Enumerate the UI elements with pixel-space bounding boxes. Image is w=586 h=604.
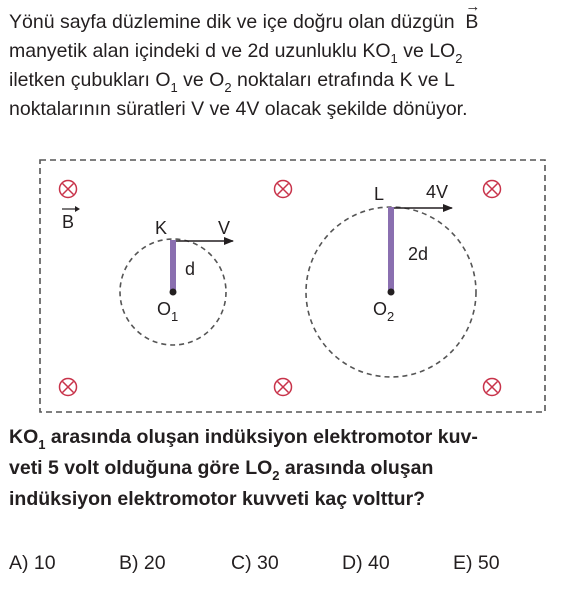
center-o2-dot <box>388 289 395 296</box>
question-text <box>9 422 577 515</box>
circle-x-icon <box>60 181 77 198</box>
length-d-label: d <box>185 259 196 279</box>
answer-option-a[interactable]: A) 10 <box>9 552 56 574</box>
circle-x-icon <box>484 181 501 198</box>
circle-x-icon <box>484 379 501 396</box>
question-line-3: indüksiyon elektromotor kuvveti kaç volttur? <box>9 488 426 510</box>
point-l-label: L <box>374 184 385 204</box>
field-vector-label <box>62 206 80 232</box>
rod-ko1 <box>170 240 176 292</box>
svg-text:B: B <box>62 212 75 232</box>
velocity-4v-label: 4V <box>426 182 449 202</box>
statement-line-3: iletken çubukları $O_1$ ve $O_2$ noktaları etrafında K ve L <box>9 69 455 95</box>
field-region-border <box>40 160 545 412</box>
center-o1-dot <box>170 289 177 296</box>
length-2d-label: 2d <box>408 244 429 264</box>
question-line-1: $KO_1$ arasında oluşan indüksiyon elektromotor kuv- <box>9 426 478 452</box>
statement-line-1: Yönü sayfa düzlemine dik ve içe doğru olan düzgün → B <box>9 8 579 37</box>
answer-option-c[interactable]: C) 30 <box>231 552 279 574</box>
center-o2-label: $O_2$ <box>373 299 395 324</box>
circle-x-icon <box>60 379 77 396</box>
answer-option-b[interactable]: B) 20 <box>119 552 166 574</box>
problem-statement <box>9 8 579 124</box>
circle-x-icon <box>275 181 292 198</box>
vector-b-symbol: → B <box>465 8 478 37</box>
answer-option-d[interactable]: D) 40 <box>342 552 390 574</box>
answer-option-e[interactable]: E) 50 <box>453 552 500 574</box>
question-line-2: veti 5 volt olduğuna göre $LO_2$ arasında oluşan <box>9 457 434 483</box>
velocity-v-label: V <box>218 218 231 238</box>
center-o1-label: $O_1$ <box>157 299 179 324</box>
rod-lo2 <box>388 207 394 292</box>
magnetic-field-figure <box>0 150 586 422</box>
statement-line-2: manyetik alan içindeki d ve 2d uzunluklu $KO_1$ ve $LO_2$ <box>9 40 463 66</box>
statement-line-4: noktalarının süratleri V ve 4V olacak şekilde dönüyor. <box>9 98 468 120</box>
circle-x-icon <box>275 379 292 396</box>
point-k-label: K <box>155 218 168 238</box>
